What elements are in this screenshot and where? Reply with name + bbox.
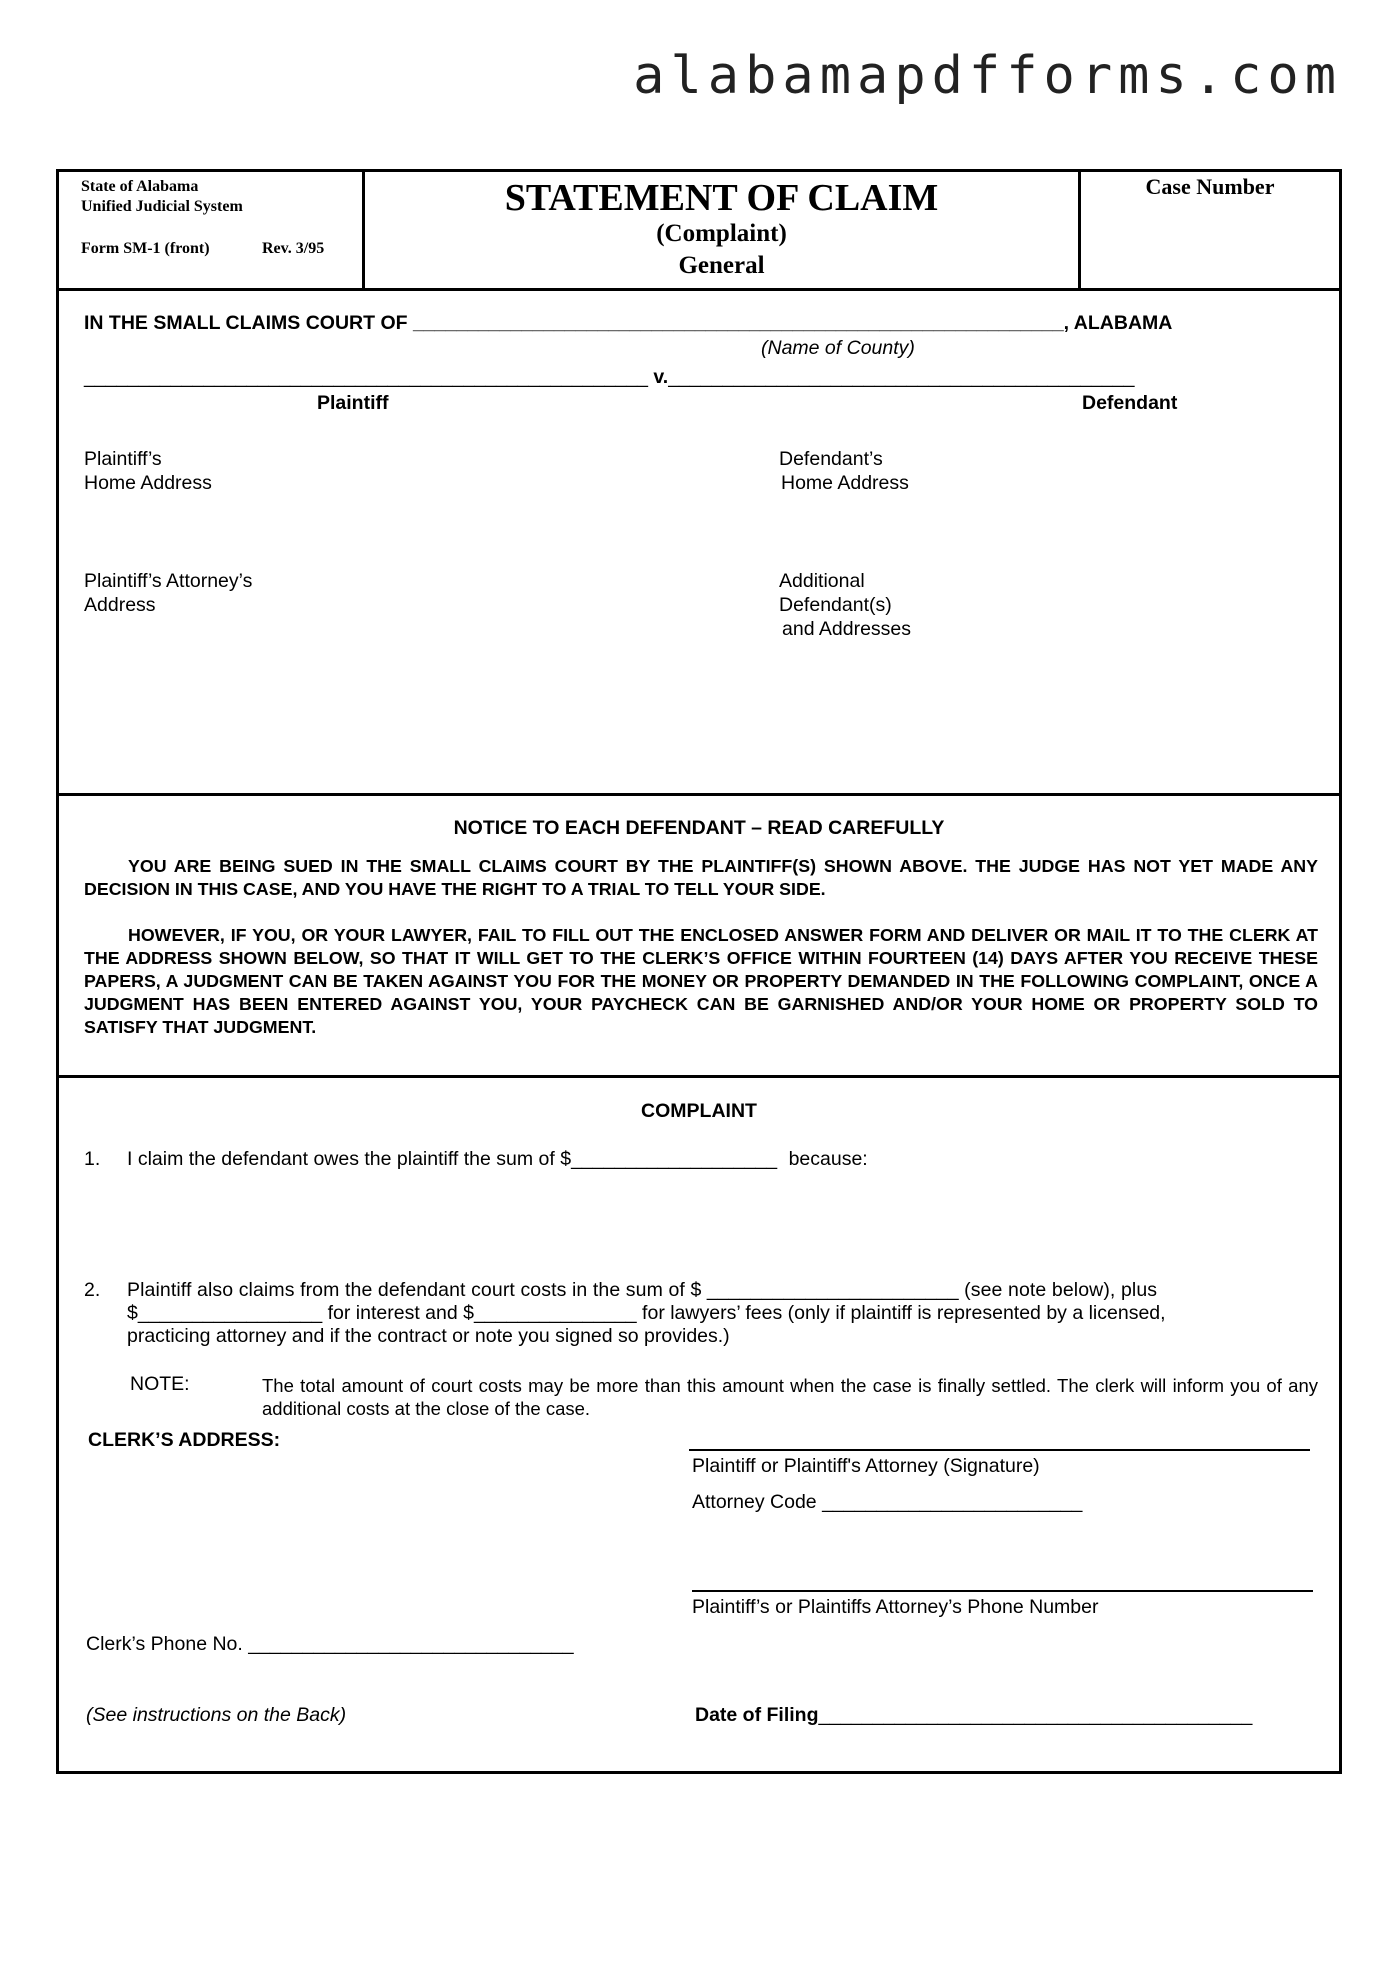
- defendant-name-field[interactable]: ___________________________________________: [668, 366, 1135, 388]
- item-1-suffix: because:: [788, 1148, 868, 1170]
- clerk-phone-label: Clerk’s Phone No.: [86, 1633, 249, 1655]
- section-divider: [59, 1075, 1339, 1078]
- item-2-line-3: practicing attorney and if the contract or note you signed so provides.): [127, 1325, 730, 1347]
- section-divider: [59, 793, 1339, 796]
- interest-fees-field[interactable]: $_________________ for interest and $_______________ for lawyers’ fees (only if plaintiff is represented by a licensed,: [127, 1302, 1166, 1324]
- additional-label-2: Defendant(s): [779, 594, 892, 616]
- form-header: [59, 172, 1339, 291]
- county-hint: (Name of County): [761, 337, 915, 359]
- form-subtitle: (Complaint): [656, 220, 787, 247]
- court-line: [84, 312, 1172, 335]
- plaintiff-name-field[interactable]: ____________________________________________________: [84, 366, 648, 388]
- case-number-label: Case Number: [1145, 174, 1275, 199]
- claim-amount-field[interactable]: [127, 1148, 868, 1171]
- note-label: NOTE:: [130, 1373, 190, 1395]
- attorney-code-field[interactable]: [692, 1491, 1082, 1514]
- form-title: STATEMENT OF CLAIM: [504, 177, 939, 219]
- court-prefix: IN THE SMALL CLAIMS COURT OF: [84, 312, 413, 334]
- clerk-address-label: CLERK’S ADDRESS:: [88, 1429, 281, 1451]
- date-of-filing-blank: ________________________________________: [818, 1704, 1253, 1726]
- complaint-heading: COMPLAINT: [641, 1100, 757, 1122]
- court-costs-field[interactable]: Plaintiff also claims from the defendant court costs in the sum of $ _______________________ (see note below), plus: [127, 1279, 1158, 1301]
- date-of-filing-label: Date of Filing: [695, 1704, 819, 1726]
- plaintiff-label: Plaintiff: [317, 392, 389, 414]
- phone-line[interactable]: [692, 1590, 1313, 1592]
- notice-text-2: HOWEVER, IF YOU, OR YOUR LAWYER, FAIL TO FILL OUT THE ENCLOSED ANSWER FORM AND DELIVER OR MAIL IT TO THE CLERK AT THE ADDRESS SHOWN BELOW, SO THAT IT WILL GET TO THE CLERK’S OFFICE WITHIN FOURTEEN (14) DAYS AFTER YOU RECEIVE THESE PAPERS, A JUDGMENT CAN BE TAKEN AGAINST YOU FOR THE MONEY OR PROPERTY DEMANDED IN THE FOLLOWING COMPLAINT, ONCE A JUDGMENT HAS BEEN ENTERED AGAINST YOU, YOUR PAYCHECK CAN BE GARNISHED AND/OR YOUR HOME OR PROPERTY SOLD TO SATISFY THAT JUDGMENT.: [84, 925, 1318, 1037]
- item-2-number: 2.: [84, 1279, 101, 1301]
- claim-form: [56, 169, 1342, 1774]
- case-number-field[interactable]: [1081, 172, 1339, 288]
- clerk-phone-blank: ______________________________: [248, 1633, 574, 1655]
- versus-label: v.: [647, 366, 669, 388]
- defendant-home-label-2: Home Address: [781, 472, 909, 494]
- date-of-filing-field[interactable]: [695, 1704, 1252, 1727]
- signature-line[interactable]: [689, 1449, 1310, 1451]
- attorney-label-1: Plaintiff’s Attorney’s: [84, 570, 253, 592]
- signature-label: Plaintiff or Plaintiff's Attorney (Signature): [692, 1455, 1040, 1477]
- item-1-number: 1.: [84, 1148, 101, 1170]
- attorney-code-blank: ________________________: [822, 1491, 1083, 1513]
- revision: Rev. 3/95: [262, 240, 325, 257]
- notice-heading: NOTICE TO EACH DEFENDANT – READ CAREFULLY: [453, 817, 945, 839]
- item-1-text: I claim the defendant owes the plaintiff the sum of $___________________: [127, 1148, 778, 1170]
- court-suffix: , ALABAMA: [1063, 312, 1173, 334]
- clerk-phone-field[interactable]: [86, 1633, 574, 1656]
- state-label: State of Alabama: [81, 178, 199, 195]
- additional-label-1: Additional: [779, 570, 865, 592]
- defendant-label: Defendant: [1082, 392, 1178, 414]
- attorney-code-label: Attorney Code: [692, 1491, 823, 1513]
- notice-text-1: YOU ARE BEING SUED IN THE SMALL CLAIMS COURT BY THE PLAINTIFF(S) SHOWN ABOVE. THE JUDGE HAS NOT YET MADE ANY DECISION IN THIS CASE, AND YOU HAVE THE RIGHT TO A TRIAL TO TELL YOUR SIDE.: [84, 856, 1318, 899]
- attorney-address-field[interactable]: [84, 569, 252, 617]
- plaintiff-home-label-1: Plaintiff’s: [84, 448, 162, 470]
- attorney-label-2: Address: [84, 594, 156, 616]
- additional-label-3: and Addresses: [782, 618, 912, 640]
- title-block: [365, 172, 1081, 288]
- form-id: Form SM-1 (front): [81, 240, 210, 257]
- additional-defendants-field[interactable]: [779, 569, 911, 641]
- system-label: Unified Judicial System: [81, 198, 243, 215]
- plaintiff-home-address-field[interactable]: [84, 447, 212, 495]
- note-text: The total amount of court costs may be more than this amount when the case is finally settled. The clerk will inform you of any additional costs at the close of the case.: [262, 1375, 1318, 1419]
- notice-paragraph-2: [84, 924, 1318, 1039]
- defendant-home-label-1: Defendant’s: [779, 448, 883, 470]
- defendant-home-address-field[interactable]: [779, 447, 909, 495]
- form-subtitle-general: General: [678, 252, 765, 279]
- instructions-note: (See instructions on the Back): [86, 1704, 347, 1726]
- notice-paragraph-1: [84, 855, 1318, 901]
- county-field[interactable]: ____________________________________________________________: [412, 312, 1064, 334]
- parties-line: [84, 366, 1135, 389]
- court-identification: [59, 172, 365, 288]
- phone-label: Plaintiff’s or Plaintiffs Attorney’s Phone Number: [692, 1596, 1099, 1618]
- watermark: alabamapdfforms.com: [633, 46, 1342, 106]
- plaintiff-home-label-2: Home Address: [84, 472, 212, 494]
